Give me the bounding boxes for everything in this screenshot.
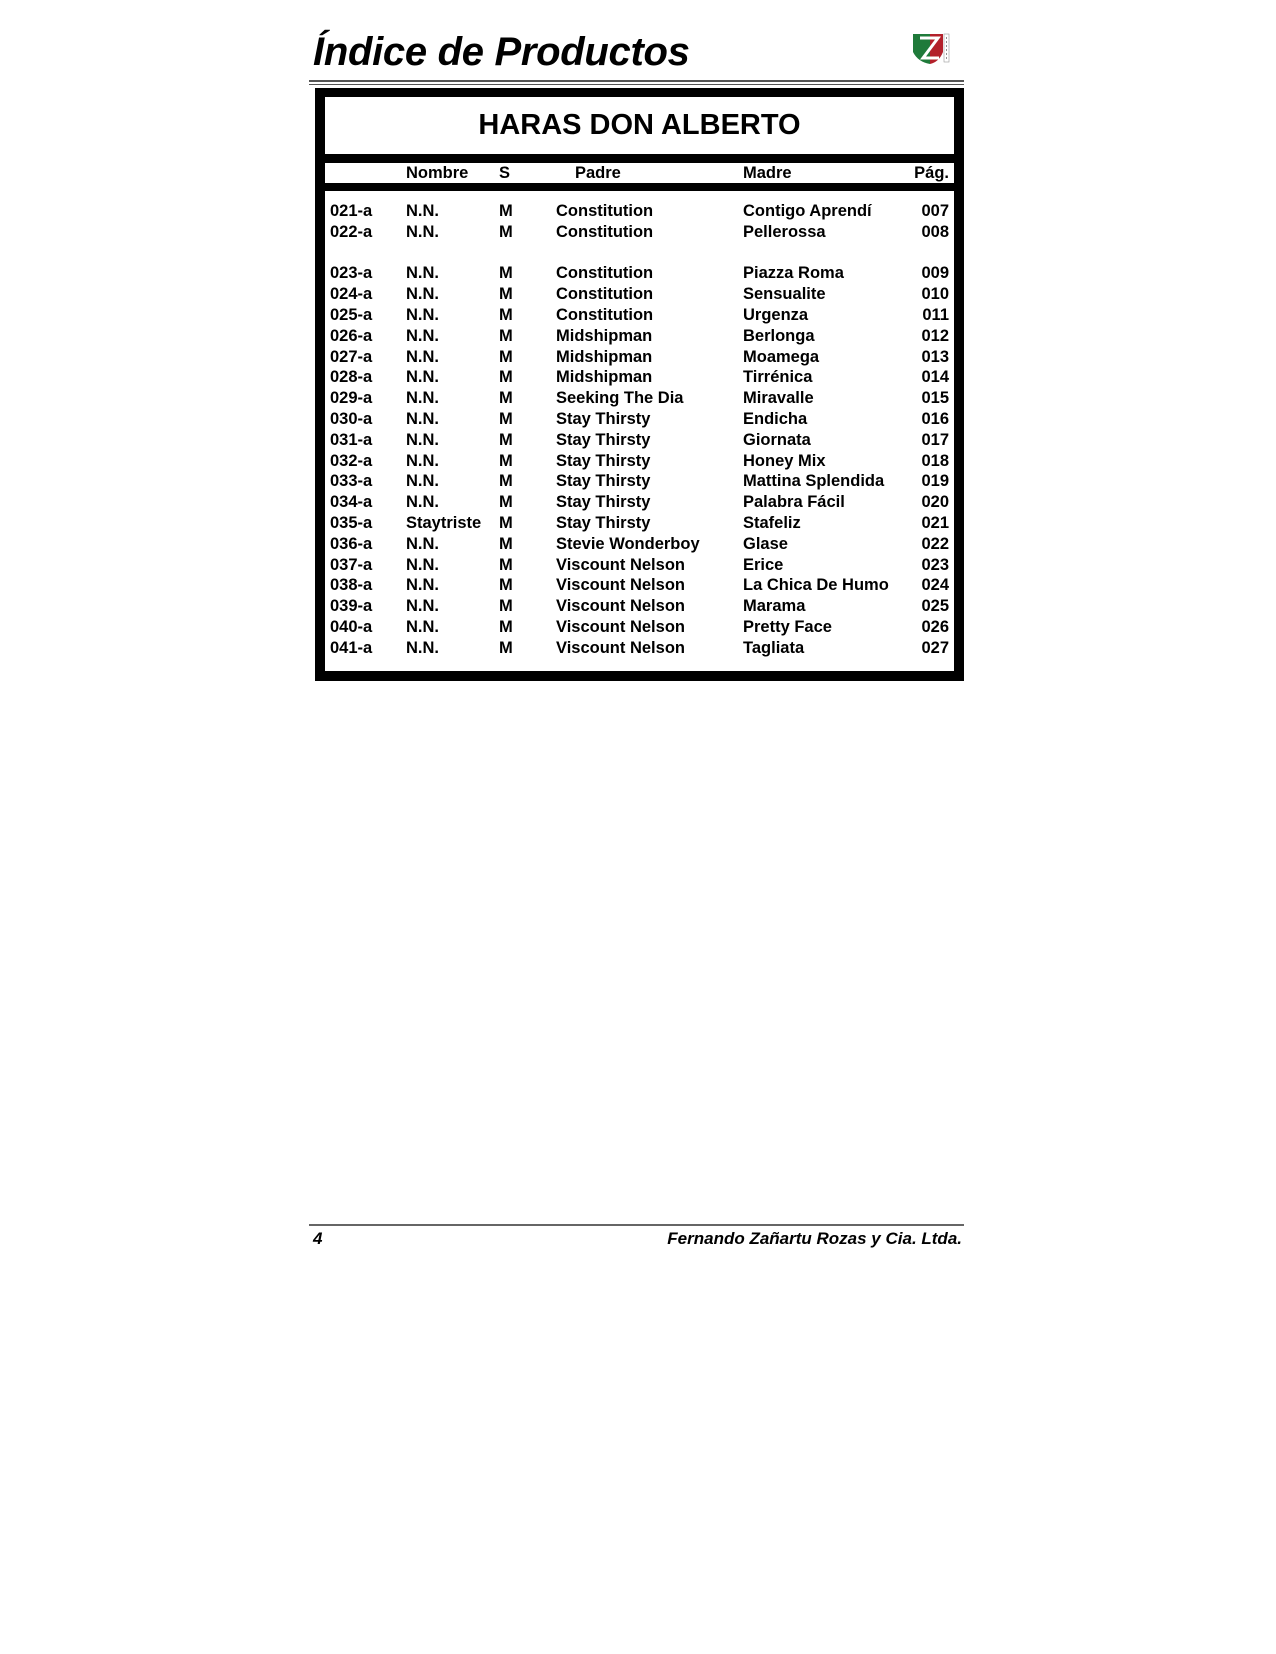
row-sex: M <box>499 347 513 366</box>
row-dam: Contigo Aprendí <box>743 202 872 220</box>
table-row <box>325 367 954 388</box>
row-name: N.N. <box>406 222 439 241</box>
row-sire: Constitution <box>556 222 654 241</box>
row-name: N.N. <box>406 410 439 428</box>
table-row <box>325 305 954 326</box>
row-sire: Stay Thirsty <box>556 472 651 491</box>
row-sex: M <box>499 306 513 324</box>
row-code: 036-a <box>330 534 373 553</box>
row-name: Staytriste <box>406 514 482 532</box>
row-dam: Tagliata <box>743 638 805 657</box>
row-dam: Moamega <box>743 347 820 366</box>
row-dam: Miravalle <box>743 389 814 408</box>
row-code: 031-a <box>330 430 373 449</box>
row-code: 027-a <box>330 347 373 366</box>
row-page: 027 <box>921 638 949 657</box>
row-dam: Sensualite <box>743 285 826 304</box>
footer-rule <box>309 1224 964 1226</box>
stud-title-box <box>325 97 954 154</box>
row-name: N.N. <box>406 306 439 324</box>
stud-name: HARAS DON ALBERTO <box>478 109 801 141</box>
row-name: N.N. <box>406 618 439 636</box>
row-sire: Midshipman <box>556 326 653 345</box>
row-code: 022-a <box>330 222 373 241</box>
col-pagina: Pág. <box>914 164 949 182</box>
row-code: 029-a <box>330 389 373 408</box>
table-header <box>325 163 954 183</box>
row-name: N.N. <box>406 451 439 470</box>
row-sire: Stay Thirsty <box>556 451 651 470</box>
row-code: 033-a <box>330 472 373 491</box>
row-page: 024 <box>921 576 949 595</box>
table-row <box>325 638 954 659</box>
row-dam: Berlonga <box>743 326 815 345</box>
row-name: N.N. <box>406 430 439 449</box>
table-row <box>325 326 954 347</box>
row-dam: Honey Mix <box>743 451 826 470</box>
row-sire: Stay Thirsty <box>556 410 651 428</box>
title-rule <box>309 80 964 82</box>
row-name: N.N. <box>406 202 439 220</box>
row-dam: Piazza Roma <box>743 264 844 283</box>
row-dam: Pellerossa <box>743 222 826 241</box>
table-row <box>325 201 954 222</box>
row-code: 024-a <box>330 285 373 304</box>
row-name: N.N. <box>406 285 439 304</box>
row-dam: Endicha <box>743 410 808 428</box>
table-row <box>325 222 954 243</box>
row-code: 030-a <box>330 410 373 428</box>
row-name: N.N. <box>406 493 439 512</box>
row-sex: M <box>499 222 513 241</box>
row-sex: M <box>499 534 513 553</box>
row-page: 010 <box>921 285 949 304</box>
row-name: N.N. <box>406 472 439 491</box>
row-page: 019 <box>921 472 949 491</box>
row-sire: Constitution <box>556 264 654 283</box>
row-page: 016 <box>921 410 949 428</box>
row-page: 015 <box>921 389 949 408</box>
row-sire: Midshipman <box>556 347 653 366</box>
row-code: 039-a <box>330 597 373 616</box>
row-page: 007 <box>921 202 949 220</box>
table-row <box>325 575 954 596</box>
col-padre: Padre <box>575 164 621 182</box>
row-sex: M <box>499 264 513 283</box>
row-sex: M <box>499 555 513 574</box>
row-sex: M <box>499 472 513 491</box>
col-nombre: Nombre <box>406 164 469 182</box>
row-dam: Pretty Face <box>743 618 832 636</box>
table-body <box>325 191 954 671</box>
col-madre: Madre <box>743 164 792 182</box>
table-row <box>325 471 954 492</box>
row-sex: M <box>499 451 513 470</box>
row-page: 025 <box>921 597 949 616</box>
row-sire: Constitution <box>556 202 654 220</box>
table-row <box>325 451 954 472</box>
row-sire: Constitution <box>556 285 654 304</box>
row-page: 013 <box>921 347 949 366</box>
table-row <box>325 596 954 617</box>
row-page: 023 <box>921 555 949 574</box>
row-page: 026 <box>921 618 949 636</box>
row-page: 018 <box>921 451 949 470</box>
table-row <box>325 513 954 534</box>
shield-logo-icon <box>910 30 950 68</box>
row-sire: Stay Thirsty <box>556 514 651 532</box>
row-name: N.N. <box>406 264 439 283</box>
row-name: N.N. <box>406 347 439 366</box>
page-title: Índice de Productos <box>313 30 690 74</box>
row-sire: Stay Thirsty <box>556 430 651 449</box>
row-code: 025-a <box>330 306 373 324</box>
row-sire: Viscount Nelson <box>556 597 685 616</box>
col-sexo: S <box>499 164 511 182</box>
row-code: 023-a <box>330 264 373 283</box>
row-code: 026-a <box>330 326 373 345</box>
table-row <box>325 388 954 409</box>
row-name: N.N. <box>406 638 439 657</box>
footer-company: Fernando Zañartu Rozas y Cia. Ltda. <box>667 1229 962 1248</box>
table-row <box>325 347 954 368</box>
row-code: 041-a <box>330 638 373 657</box>
footer-page-number: 4 <box>313 1229 323 1248</box>
row-page: 021 <box>921 514 949 532</box>
row-name: N.N. <box>406 326 439 345</box>
row-sex: M <box>499 389 513 408</box>
row-code: 032-a <box>330 451 373 470</box>
row-code: 038-a <box>330 576 373 595</box>
title-rule-thin <box>309 84 964 85</box>
row-sex: M <box>499 576 513 595</box>
row-dam: Giornata <box>743 430 811 449</box>
row-dam: Stafeliz <box>743 514 801 532</box>
row-page: 008 <box>921 222 949 241</box>
row-sex: M <box>499 493 513 512</box>
row-sire: Viscount Nelson <box>556 555 685 574</box>
row-sex: M <box>499 326 513 345</box>
table-row <box>325 534 954 555</box>
row-page: 009 <box>921 264 949 283</box>
row-page: 017 <box>921 430 949 449</box>
row-sire: Viscount Nelson <box>556 618 685 636</box>
row-code: 028-a <box>330 368 373 387</box>
row-page: 012 <box>921 326 949 345</box>
row-code: 034-a <box>330 493 373 512</box>
row-page: 020 <box>921 493 949 512</box>
row-sex: M <box>499 368 513 387</box>
table-row <box>325 555 954 576</box>
row-sex: M <box>499 202 513 220</box>
row-dam: Palabra Fácil <box>743 493 845 512</box>
row-code: 040-a <box>330 618 373 636</box>
row-sire: Stay Thirsty <box>556 493 651 512</box>
table-row <box>325 430 954 451</box>
index-table-frame <box>315 88 964 681</box>
table-row <box>325 409 954 430</box>
row-sire: Constitution <box>556 306 654 324</box>
row-dam: Urgenza <box>743 306 809 324</box>
row-name: N.N. <box>406 534 439 553</box>
row-sex: M <box>499 597 513 616</box>
row-page: 022 <box>921 534 949 553</box>
row-name: N.N. <box>406 555 439 574</box>
table-row <box>325 617 954 638</box>
row-sex: M <box>499 430 513 449</box>
row-sex: M <box>499 514 513 532</box>
row-name: N.N. <box>406 576 439 595</box>
row-page: 011 <box>922 306 949 324</box>
row-dam: La Chica De Humo <box>743 576 889 595</box>
row-dam: Mattina Splendida <box>743 472 885 491</box>
row-dam: Erice <box>743 555 784 574</box>
row-code: 037-a <box>330 555 373 574</box>
table-row <box>325 284 954 305</box>
row-sire: Midshipman <box>556 368 653 387</box>
row-sire: Stevie Wonderboy <box>556 534 700 553</box>
row-dam: Glase <box>743 534 788 553</box>
row-name: N.N. <box>406 389 439 408</box>
table-row <box>325 263 954 284</box>
row-dam: Tirrénica <box>743 368 813 387</box>
row-sex: M <box>499 618 513 636</box>
row-sex: M <box>499 638 513 657</box>
row-name: N.N. <box>406 368 439 387</box>
row-sex: M <box>499 410 513 428</box>
row-code: 021-a <box>330 202 373 220</box>
table-row <box>325 492 954 513</box>
row-sex: M <box>499 285 513 304</box>
row-sire: Seeking The Dia <box>556 389 684 408</box>
row-sire: Viscount Nelson <box>556 576 685 595</box>
row-dam: Marama <box>743 597 806 616</box>
row-sire: Viscount Nelson <box>556 638 685 657</box>
row-code: 035-a <box>330 514 373 532</box>
row-name: N.N. <box>406 597 439 616</box>
row-page: 014 <box>921 368 949 387</box>
